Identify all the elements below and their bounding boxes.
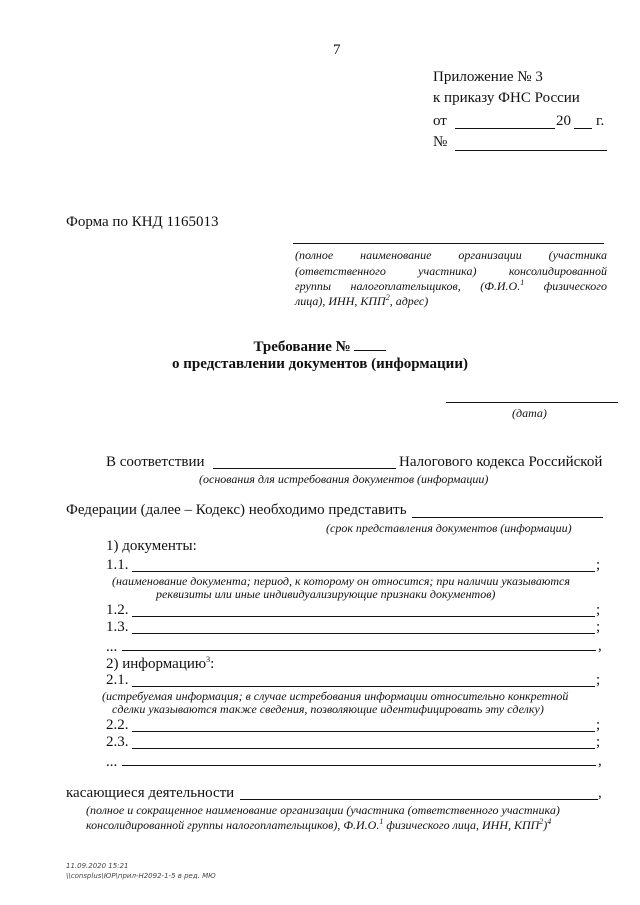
item-2-1-semicolon: ; [596, 672, 601, 688]
item-2-2-label: 2.2. [106, 717, 129, 733]
recipient-hint-line-1: (полное наименование организации (участника [295, 248, 607, 262]
item-2-2-semicolon: ; [596, 717, 601, 733]
item-1-2-semicolon: ; [596, 602, 601, 618]
item-1-2-label: 1.2. [106, 602, 129, 618]
recipient-field[interactable] [293, 243, 604, 244]
term-field[interactable] [412, 517, 603, 518]
appendix-year-suffix: г. [596, 113, 605, 129]
basis-field[interactable] [213, 468, 396, 469]
federation-text: Федерации (далее – Кодекс) необходимо представить [66, 502, 407, 518]
item-1-ellipsis-label: ... [106, 639, 118, 655]
footer-file-path: \\consplus\ЮР\прил-Н2092-1-5 в ред. МЮ [66, 872, 216, 880]
appendix-line-1: Приложение № 3 [433, 69, 543, 85]
item-2-3-field[interactable] [132, 748, 595, 749]
item-2-1-label: 2.1. [106, 672, 129, 688]
basis-hint: (основания для истребования документов (информации) [199, 472, 489, 486]
appendix-year-field[interactable] [574, 128, 592, 129]
item-1-3-field[interactable] [132, 633, 595, 634]
item-2-1-field[interactable] [132, 686, 595, 687]
item-2-3-label: 2.3. [106, 734, 129, 750]
item-2-3-semicolon: ; [596, 734, 601, 750]
date-field[interactable] [446, 402, 618, 403]
item-1-ellipsis-comma: , [598, 638, 602, 654]
item-1-3-semicolon: ; [596, 619, 601, 635]
documents-header: 1) документы: [106, 538, 197, 554]
doc-hint-line-2: реквизиты или иные индивидуализирующие признаки документов) [156, 587, 496, 601]
item-2-ellipsis-label: ... [106, 754, 118, 770]
appendix-year-prefix: 20 [556, 113, 571, 129]
recipient-hint-line-4: лица), ИНН, КПП$^2$, адрес) [295, 293, 429, 308]
item-1-1-field[interactable] [132, 571, 595, 572]
info-hint-line-1: (истребуемая информация; в случае истребования информации относительно конкретной [102, 689, 569, 703]
form-knd-code: Форма по КНД 1165013 [66, 214, 219, 230]
recipient-hint-line-3: группы налогоплательщиков, (Ф.И.О.$^1$ физического [295, 278, 607, 293]
page-number: 7 [333, 42, 341, 58]
according-end: Налогового кодекса Российской [399, 454, 603, 470]
taxpayer-comma: , [598, 785, 602, 801]
item-2-ellipsis-comma: , [598, 753, 602, 769]
footer-timestamp: 11.09.2020 15:21 [66, 862, 129, 870]
title-line-1: Требование № [0, 338, 640, 356]
date-hint: (дата) [512, 406, 547, 420]
appendix-number-label: № [433, 134, 448, 150]
according-start: В соответствии [106, 454, 205, 470]
doc-hint-line-1: (наименование документа; период, к которому он относится; при наличии указываются [112, 574, 570, 588]
item-2-2-field[interactable] [132, 731, 595, 732]
term-hint: (срок представления документов (информации) [326, 521, 572, 535]
item-1-1-label: 1.1. [106, 557, 129, 573]
title-line-2: о представлении документов (информации) [172, 356, 468, 372]
item-1-2-field[interactable] [132, 616, 595, 617]
item-1-1-semicolon: ; [596, 557, 601, 573]
taxpayer-field[interactable] [240, 799, 598, 800]
info-hint-line-2: сделки указываются также сведения, позволяющие идентифицировать эту сделку) [112, 702, 544, 716]
appendix-line-2: к приказу ФНС России [433, 90, 580, 106]
appendix-number-field[interactable] [455, 150, 607, 151]
recipient-hint-line-2: (ответственного участника) консолидированной [295, 264, 607, 278]
org-hint-line-1: (полное и сокращенное наименование организации (участника (ответственного участника) [86, 803, 560, 817]
item-2-ellipsis-field[interactable] [122, 765, 596, 766]
appendix-from-label: от [433, 113, 447, 129]
org-hint-line-2: консолидированной группы налогоплательщиков), Ф.И.О.$^1$ физического лица, ИНН, КПП$^2$)$^4$ [86, 817, 552, 832]
appendix-date-field[interactable] [455, 128, 555, 129]
concerning-label: касающиеся деятельности [66, 785, 235, 801]
requirement-number-field[interactable] [354, 338, 386, 351]
item-1-ellipsis-field[interactable] [122, 650, 596, 651]
item-1-3-label: 1.3. [106, 619, 129, 635]
information-header: 2) информацию$^3$: [106, 655, 215, 672]
